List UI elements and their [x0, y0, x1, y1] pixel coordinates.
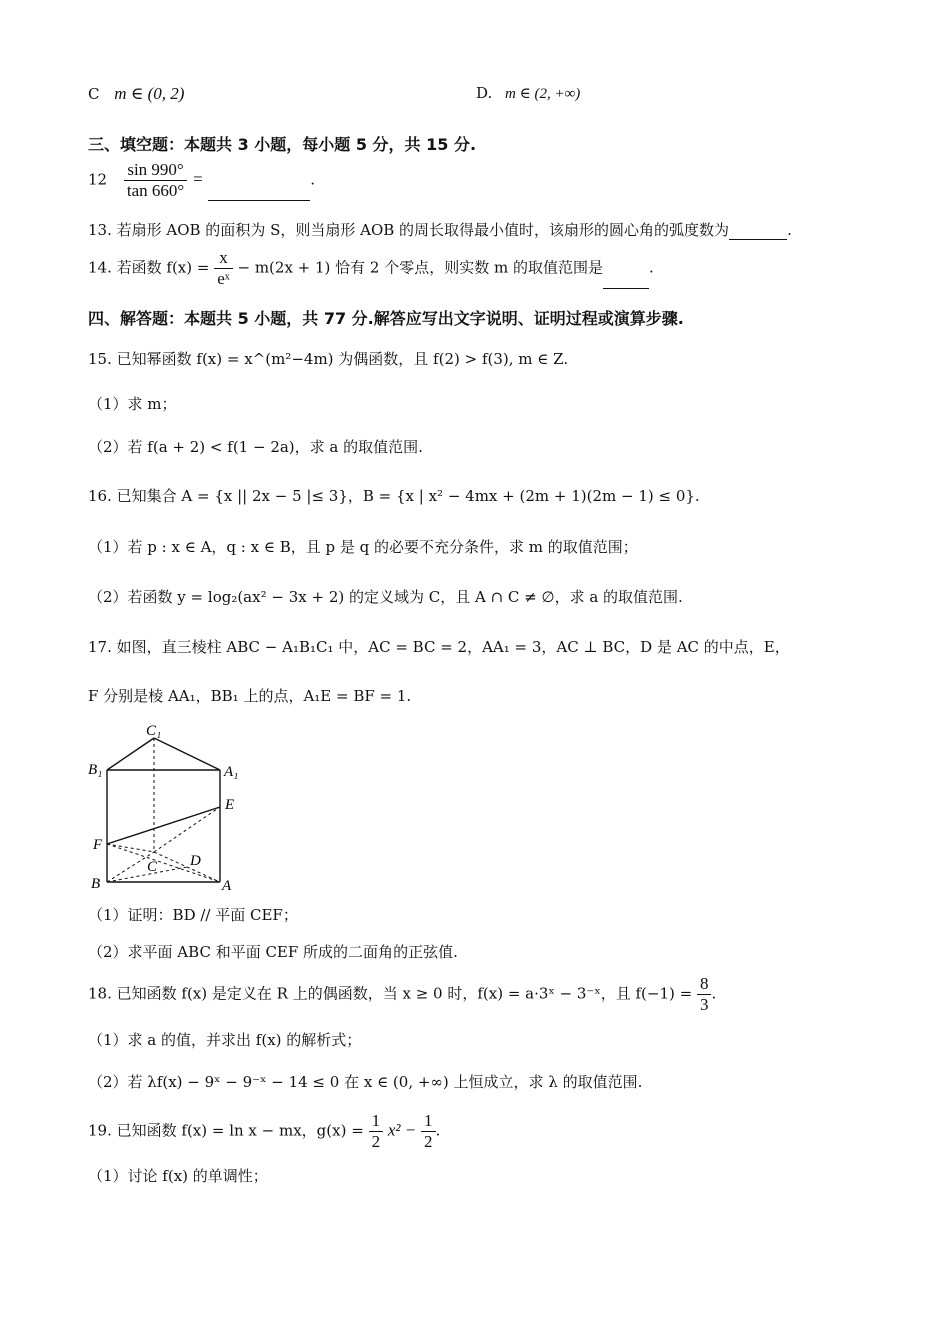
q16-part1: （1）若 p : x ∈ A，q : x ∈ B，且 p 是 q 的必要不充分条件，求 m 的取值范围；	[88, 538, 638, 556]
q19-fraction-1	[369, 1111, 384, 1152]
q19-stem: 19. 已知函数 f(x) = ln x − mx，g(x) =	[88, 1121, 364, 1140]
label-a1: A₁	[224, 764, 239, 780]
question-14	[88, 248, 654, 289]
q19-part1: （1）讨论 f(x) 的单调性；	[88, 1167, 268, 1185]
q14-denominator: eˣ	[217, 269, 230, 288]
question-18	[88, 974, 716, 1015]
label-f: F	[93, 837, 103, 853]
q14-numerator: x	[214, 248, 232, 269]
q14-end: .	[649, 258, 654, 277]
option-d-text: m ∈ (2, +∞)	[505, 86, 581, 102]
option-d	[476, 84, 580, 103]
option-c-label: C	[88, 85, 100, 103]
q14-answer-blank[interactable]	[603, 272, 649, 289]
label-b1: B₁	[88, 762, 103, 778]
q19-f1-denominator: 2	[371, 1132, 381, 1151]
label-b: B	[91, 876, 101, 892]
section-fill-heading: 三、填空题：本题共 3 小题，每小题 5 分，共 15 分.	[88, 135, 477, 154]
q18-numerator: 8	[697, 974, 712, 995]
q12-equals: =	[191, 169, 204, 189]
q13-end: .	[787, 221, 792, 239]
q15-part1: （1）求 m；	[88, 395, 177, 413]
q18-end: .	[711, 984, 717, 1003]
option-c-text: m ∈ (0, 2)	[114, 84, 185, 103]
q15-part2: （2）若 f(a + 2) < f(1 − 2a)，求 a 的取值范围.	[88, 438, 423, 456]
prism-diagram	[86, 718, 256, 896]
q12-answer-blank[interactable]	[208, 184, 310, 201]
label-c1: C₁	[146, 723, 162, 739]
label-a: A	[222, 878, 232, 894]
q19-mid: x² −	[387, 1120, 417, 1140]
q12-numerator: sin 990°	[124, 160, 187, 181]
q12-number: 12	[88, 170, 108, 189]
q19-f1-numerator: 1	[369, 1111, 384, 1132]
q13-text: 13. 若扇形 AOB 的面积为 S，则当扇形 AOB 的周长取得最小值时，该扇形的圆心角的弧度数为	[88, 221, 730, 239]
q18-part2: （2）若 λf(x) − 9ˣ − 9⁻ˣ − 14 ≤ 0 在 x ∈ (0, +∞) 上恒成立，求 λ 的取值范围.	[88, 1073, 643, 1091]
question-13	[88, 219, 792, 240]
q17-part1: （1）证明：BD // 平面 CEF；	[88, 906, 298, 924]
q16-part2: （2）若函数 y = log₂(ax² − 3x + 2) 的定义域为 C，且 A ∩ C ≠ ∅，求 a 的取值范围.	[88, 588, 683, 606]
q14-post: − m(2x + 1) 恰有 2 个零点，则实数 m 的取值范围是	[237, 258, 604, 277]
option-d-label: D.	[476, 84, 493, 102]
q13-answer-blank[interactable]	[729, 223, 787, 240]
q12-end: .	[310, 170, 316, 189]
q16-stem: 16. 已知集合 A = {x || 2x − 5 |≤ 3}，B = {x | x² − 4mx + (2m + 1)(2m − 1) ≤ 0}.	[88, 487, 700, 505]
q14-fraction	[214, 248, 232, 289]
q19-fraction-2	[421, 1111, 436, 1152]
question-19	[88, 1111, 440, 1152]
q14-pre: 14. 若函数 f(x) =	[88, 258, 210, 277]
option-c	[88, 84, 184, 104]
label-e: E	[225, 797, 235, 813]
label-d: D	[190, 853, 201, 869]
q17-part2: （2）求平面 ABC 和平面 CEF 所成的二面角的正弦值.	[88, 943, 458, 961]
q17-stem-line2: F 分别是棱 AA₁，BB₁ 上的点，A₁E = BF = 1.	[88, 687, 412, 705]
q19-f2-denominator: 2	[424, 1132, 433, 1151]
q18-part1: （1）求 a 的值，并求出 f(x) 的解析式；	[88, 1031, 362, 1049]
question-12	[88, 160, 315, 201]
q12-fraction	[124, 160, 187, 201]
q19-end: .	[435, 1121, 441, 1140]
q15-stem: 15. 已知幂函数 f(x) = x^(m²−4m) 为偶函数，且 f(2) > f(3), m ∈ Z.	[88, 350, 569, 368]
q18-stem: 18. 已知函数 f(x) 是定义在 R 上的偶函数，当 x ≥ 0 时，f(x) = a·3ˣ − 3⁻ˣ，且 f(−1) =	[88, 984, 693, 1003]
label-c: C	[147, 859, 158, 875]
q12-denominator: tan 660°	[126, 181, 185, 200]
q17-stem-line1: 17. 如图，直三棱柱 ABC − A₁B₁C₁ 中，AC = BC = 2，AA₁ = 3，AC ⊥ BC，D 是 AC 的中点，E，	[88, 638, 790, 656]
q18-denominator: 3	[699, 995, 709, 1014]
q19-f2-numerator: 1	[421, 1111, 436, 1132]
section-solve-heading: 四、解答题：本题共 5 小题，共 77 分.解答应写出文字说明、证明过程或演算步骤.	[88, 309, 684, 328]
q18-fraction	[697, 974, 712, 1015]
prism-figure	[86, 718, 256, 896]
